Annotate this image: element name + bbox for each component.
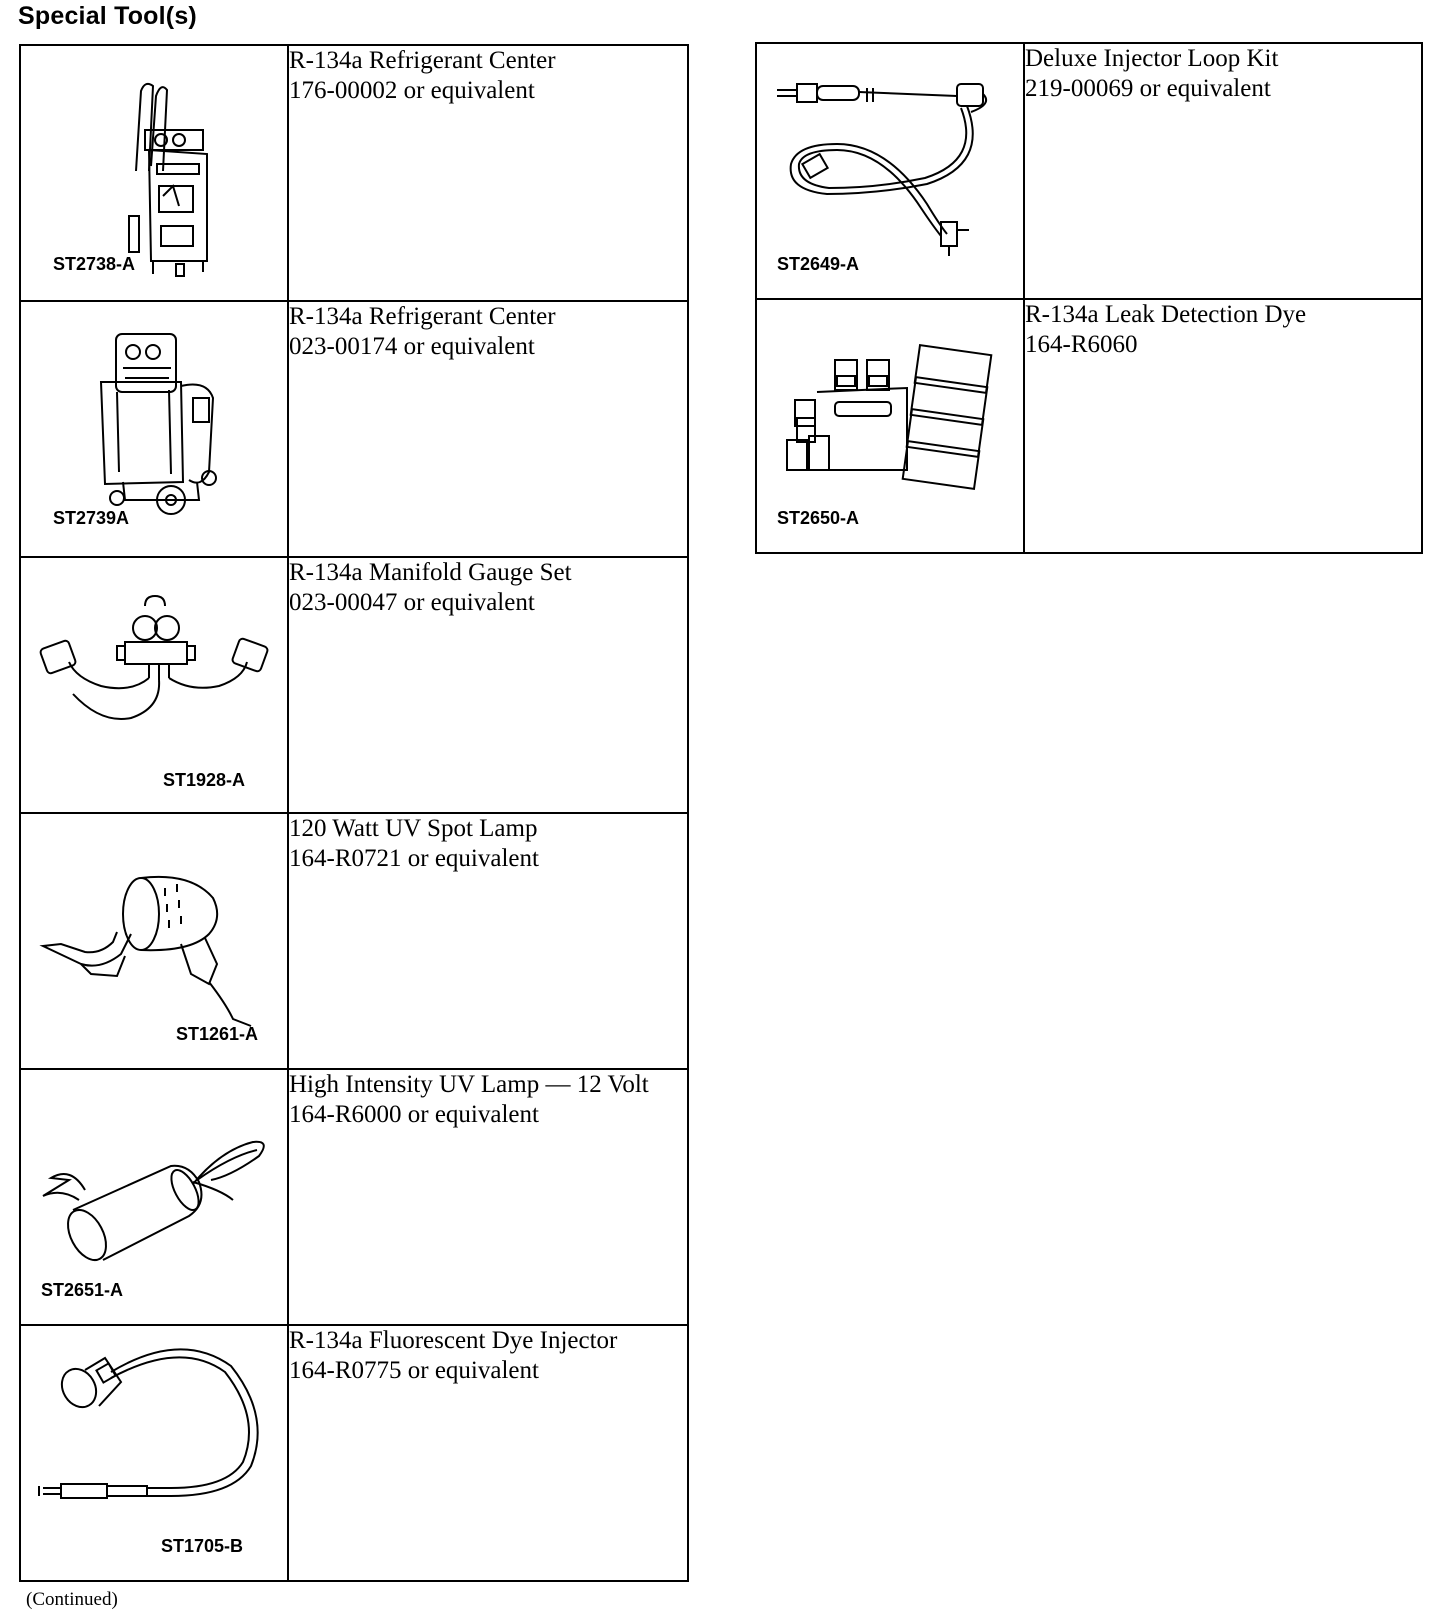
figure-id: ST2649-A — [777, 254, 860, 274]
tool-name: R-134a Refrigerant Center — [289, 47, 556, 74]
tool-description — [288, 1069, 688, 1325]
tool-row — [20, 557, 688, 813]
tool-part-number: 023-00174 or equivalent — [289, 333, 535, 360]
tool-row — [20, 1325, 688, 1581]
page-title: Special Tool(s) — [18, 2, 197, 30]
figure-id: ST2650-A — [777, 508, 860, 528]
tool-description — [288, 1325, 688, 1581]
tool-name: R-134a Refrigerant Center — [289, 303, 556, 330]
continued-note: (Continued) — [26, 1589, 118, 1610]
tool-figure — [756, 299, 1024, 553]
tool-name: Deluxe Injector Loop Kit — [1025, 45, 1279, 72]
tool-description — [288, 301, 688, 557]
tool-row — [20, 45, 688, 301]
tool-figure — [756, 43, 1024, 299]
tool-description — [1024, 43, 1422, 299]
tool-description — [288, 45, 688, 301]
figure-id: ST1705-B — [161, 1536, 244, 1556]
tool-figure — [20, 1325, 288, 1581]
tool-part-number: 164-R0721 or equivalent — [289, 845, 539, 872]
tool-row — [756, 43, 1422, 299]
tool-figure — [20, 557, 288, 813]
tool-part-number: 176-00002 or equivalent — [289, 77, 535, 104]
tool-part-number: 164-R0775 or equivalent — [289, 1357, 539, 1384]
figure-id: ST1261-A — [176, 1024, 259, 1044]
tool-name: R-134a Leak Detection Dye — [1025, 301, 1307, 328]
tool-figure — [20, 813, 288, 1069]
tool-figure — [20, 301, 288, 557]
tool-name: High Intensity UV Lamp — 12 Volt — [289, 1071, 649, 1098]
figure-id: ST1928-A — [163, 770, 246, 790]
tool-part-number: 164-R6060 — [1025, 331, 1138, 358]
tool-description — [288, 813, 688, 1069]
tool-row — [756, 299, 1422, 553]
tool-part-number: 023-00047 or equivalent — [289, 589, 535, 616]
tool-row — [20, 301, 688, 557]
tool-part-number: 164-R6000 or equivalent — [289, 1101, 539, 1128]
tool-name: R-134a Fluorescent Dye Injector — [289, 1327, 618, 1354]
tool-description — [288, 557, 688, 813]
tool-name: 120 Watt UV Spot Lamp — [289, 815, 538, 842]
tool-name: R-134a Manifold Gauge Set — [289, 559, 572, 586]
figure-id: ST2651-A — [41, 1280, 124, 1300]
tool-row — [20, 813, 688, 1069]
figure-id: ST2739A — [53, 508, 130, 528]
tool-figure — [20, 1069, 288, 1325]
dye-injector-icon — [21, 1326, 289, 1582]
tool-figure — [20, 45, 288, 301]
tool-part-number: 219-00069 or equivalent — [1025, 75, 1271, 102]
tool-row — [20, 1069, 688, 1325]
tool-description — [1024, 299, 1422, 553]
special-tools-table-left — [19, 44, 689, 1582]
figure-id: ST2738-A — [53, 254, 136, 274]
special-tools-table-right — [755, 42, 1423, 554]
manifold-gauge-set-icon — [21, 558, 289, 814]
